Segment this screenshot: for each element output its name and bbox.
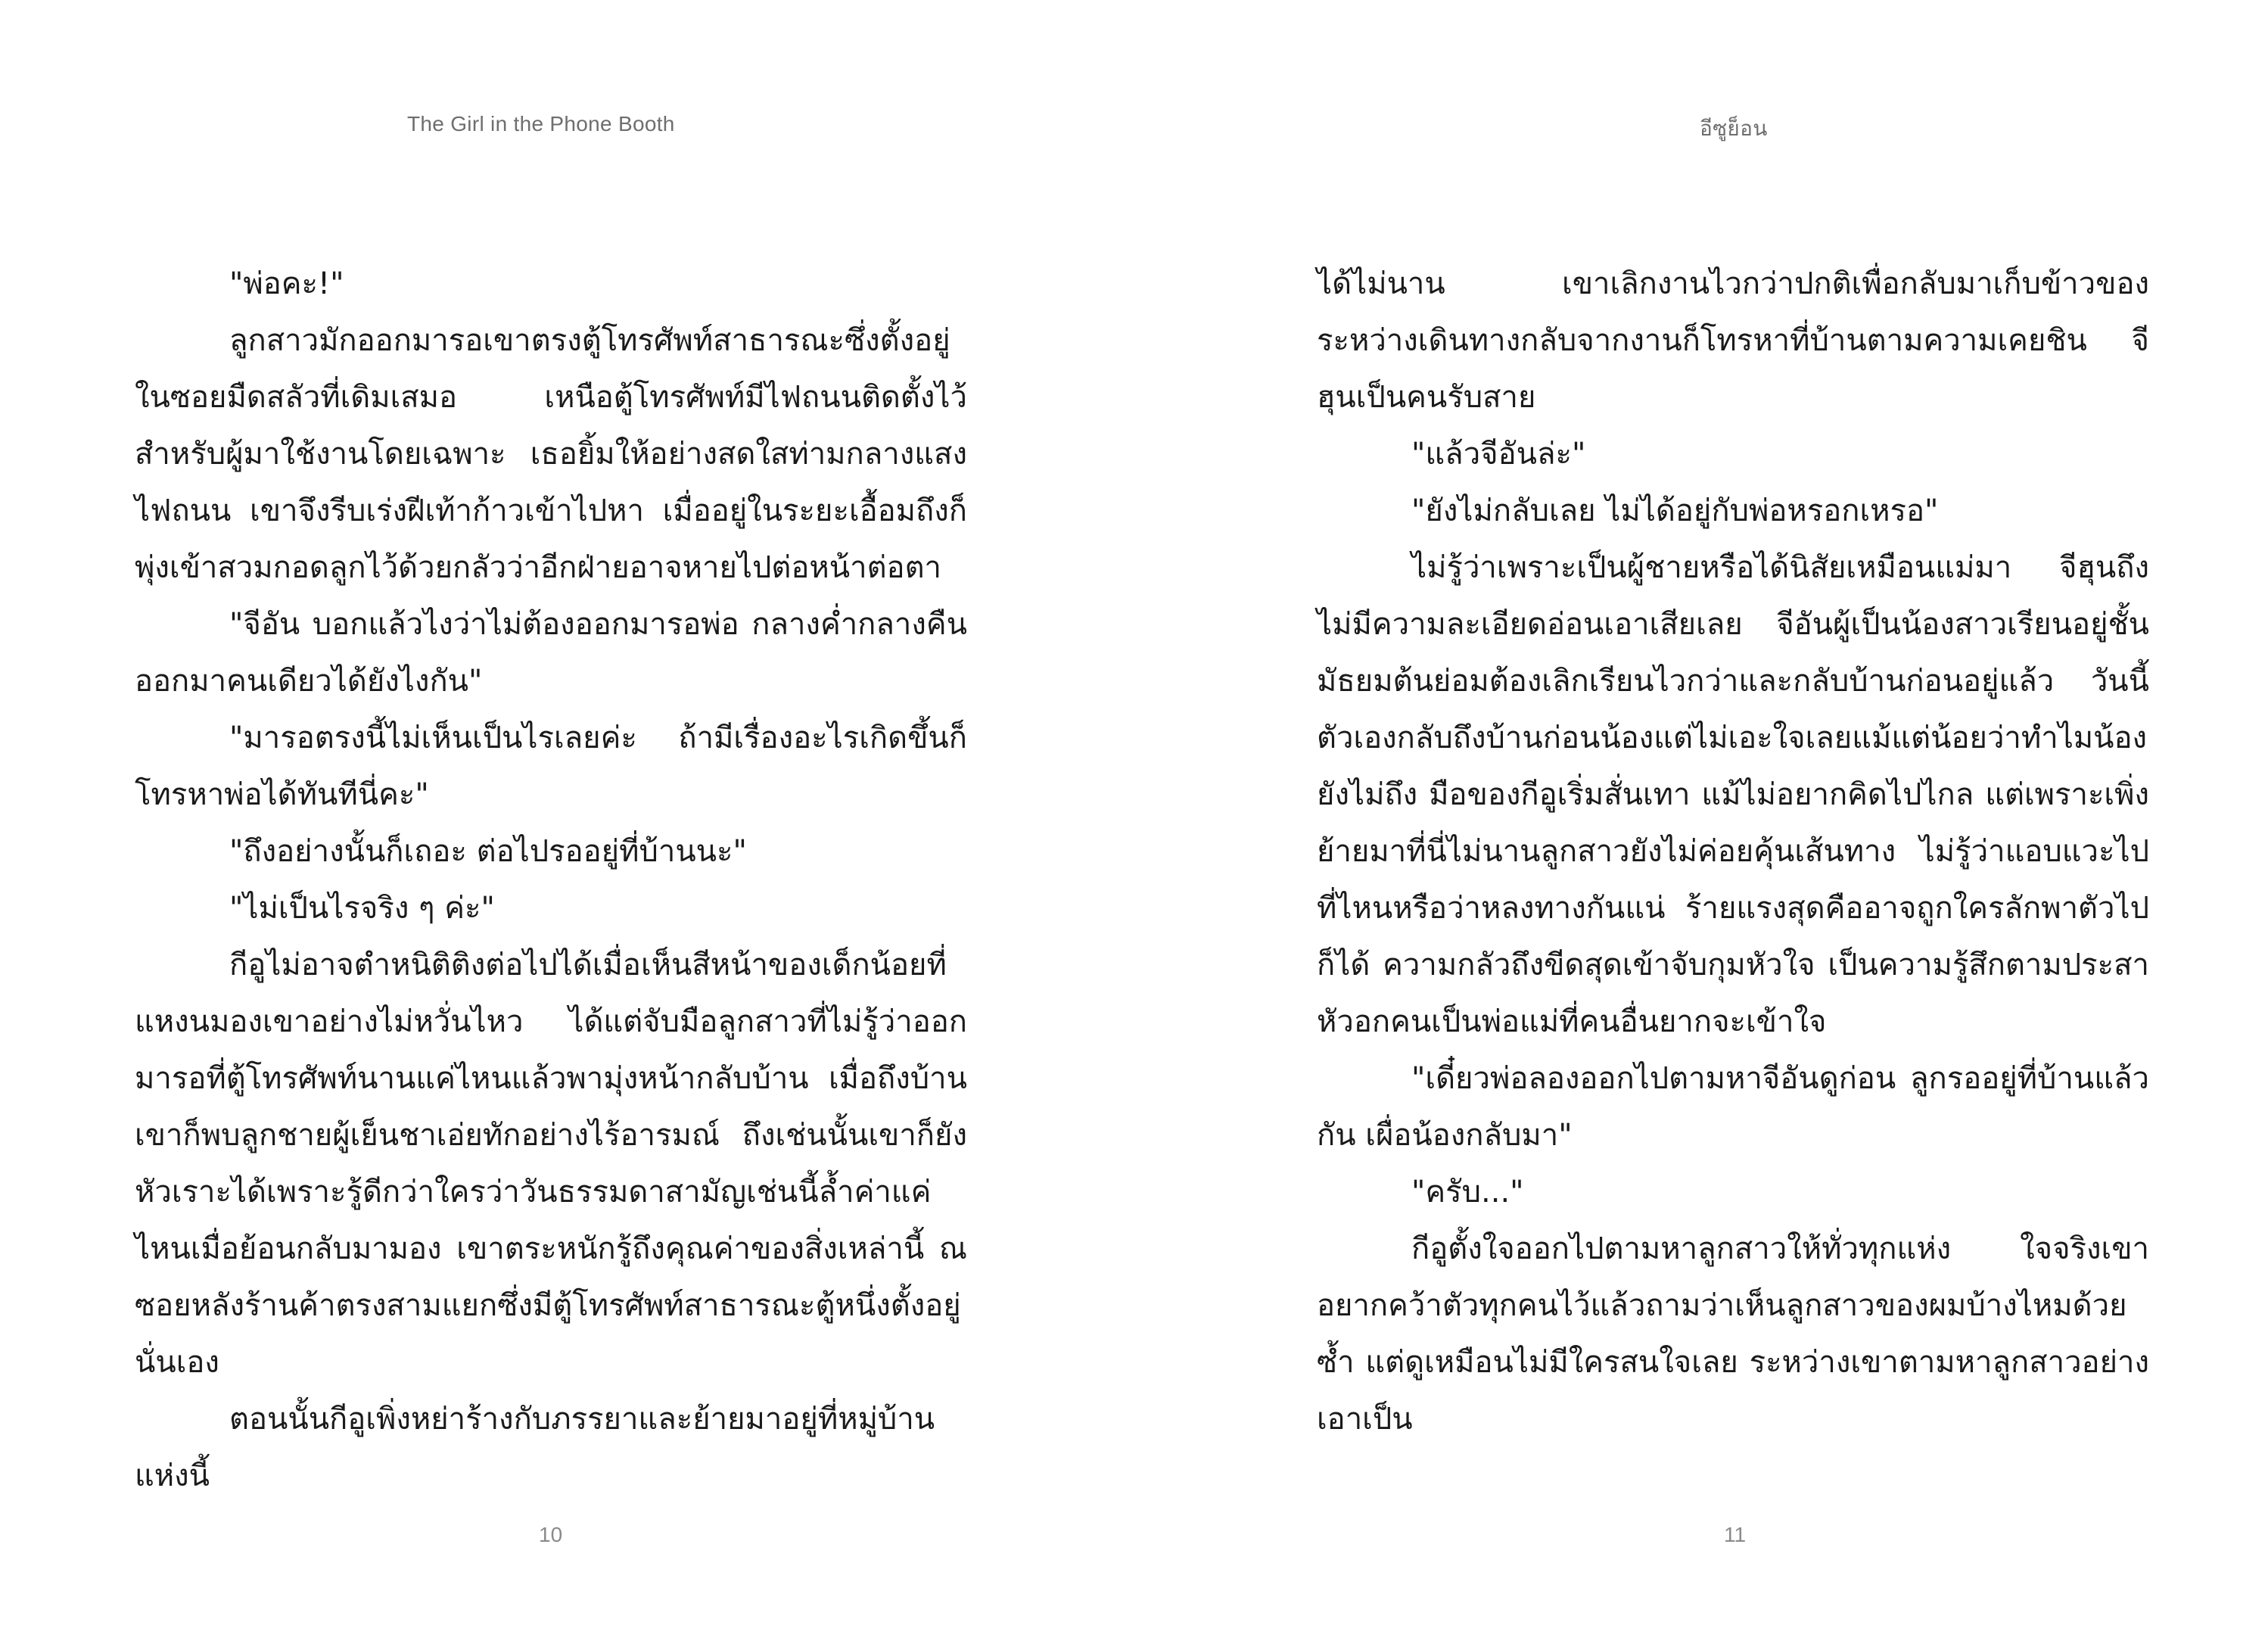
paragraph: ลูกสาวมักออกมารอเขาตรงตู้โทรศัพท์สาธารณะซึ่งตั้งอยู่ในซอยมืดสลัวที่เดิมเสมอ เหนือตู้โทรศัพท์มีไฟถนนติดตั้งไว้สำหรับผู้มาใช้งานโดยเฉพาะ เธอยิ้มให้อย่างสดใสท่ามกลางแสงไฟถนน เขาจึงรีบเร่งฝีเท้าก้าวเข้าไปหา เมื่ออยู่ในระยะเอื้อมถึงก็พุ่งเข้าสวมกอดลูกไว้ด้วยกลัวว่าอีกฝ่ายอาจหายไปต่อหน้าต่อตา — [135, 323, 967, 585]
paragraph: "มารอตรงนี้ไม่เห็นเป็นไรเลยค่ะ ถ้ามีเรื่องอะไรเกิดขึ้นก็โทรหาพ่อได้ทันทีนี่คะ" — [135, 721, 967, 812]
paragraph: ไม่รู้ว่าเพราะเป็นผู้ชายหรือได้นิสัยเหมือนแม่มา จีฮุนถึงไม่มีความละเอียดอ่อนเอาเสียเลย จีอันผู้เป็นน้องสาวเรียนอยู่ชั้นมัธยมต้นย่อมต้องเลิกเรียนไวกว่าและกลับบ้านก่อนอยู่แล้ว วันนี้ตัวเองกลับถึงบ้านก่อนน้องแต่ไม่เอะใจเลยแม้แต่น้อยว่าทำไมน้องยังไม่ถึง มือของกีอูเริ่มสั่นเทา แม้ไม่อยากคิดไปไกล แต่เพราะเพิ่งย้ายมาที่นี่ไม่นานลูกสาวยังไม่ค่อยคุ้นเส้นทาง ไม่รู้ว่าแอบแวะไปที่ไหนหรือว่าหลงทางกันแน่ ร้ายแรงสุดคืออาจถูกใครลักพาตัวไปก็ได้ ความกลัวถึงขีดสุดเข้าจับกุมหัวใจ เป็นความรู้สึกตามประสาหัวอกคนเป็นพ่อแม่ที่คนอื่นยากจะเข้าใจ — [1317, 550, 2149, 1039]
page-number: 10 — [539, 1523, 563, 1546]
page-number: 11 — [1724, 1523, 1747, 1546]
paragraph: "ถึงอย่างนั้นก็เถอะ ต่อไปรออยู่ที่บ้านนะ" — [229, 834, 747, 869]
paragraph: "ยังไม่กลับเลย ไม่ได้อยู่กับพ่อหรอกเหรอ" — [1411, 493, 1939, 528]
paragraph: "ไม่เป็นไรจริง ๆ ค่ะ" — [229, 891, 495, 926]
paragraph: "ครับ..." — [1411, 1175, 1524, 1209]
paragraph: กีอูตั้งใจออกไปตามหาลูกสาวให้ทั่วทุกแห่ง ใจจริงเขาอยากคว้าตัวทุกคนไว้แล้วถามว่าเห็นลูกสาวของผมบ้างไหมด้วยซ้ำ แต่ดูเหมือนไม่มีใครสนใจเลย ระหว่างเขาตามหาลูกสาวอย่างเอาเป็น — [1317, 1231, 2149, 1437]
running-head-author: อีซูย็อน — [1700, 117, 1768, 140]
paragraph: กีอูไม่อาจตำหนิติติงต่อไปได้เมื่อเห็นสีหน้าของเด็กน้อยที่แหงนมองเขาอย่างไม่หวั่นไหว ได้แต่จับมือลูกสาวที่ไม่รู้ว่าออกมารอที่ตู้โทรศัพท์นานแค่ไหนแล้วพามุ่งหน้ากลับบ้าน เมื่อถึงบ้านเขาก็พบลูกชายผู้เย็นชาเอ่ยทักอย่างไร้อารมณ์ ถึงเช่นนั้นเขาก็ยังหัวเราะได้เพราะรู้ดีกว่าใครว่าวันธรรมดาสามัญเช่นนี้ล้ำค่าแค่ไหนเมื่อย้อนกลับมามอง เขาตระหนักรู้ถึงคุณค่าของสิ่งเหล่านี้ ณ ซอยหลังร้านค้าตรงสามแยกซึ่งมีตู้โทรศัพท์สาธารณะตู้หนึ่งตั้งอยู่นั่นเอง — [135, 948, 967, 1380]
running-head-book-title: The Girl in the Phone Booth — [407, 112, 675, 135]
paragraph: ตอนนั้นกีอูเพิ่งหย่าร้างกับภรรยาและย้ายมาอยู่ที่หมู่บ้านแห่งนี้ — [135, 1402, 935, 1493]
right-page — [1134, 0, 2268, 1650]
paragraph: "แล้วจีอันล่ะ" — [1411, 437, 1586, 472]
right-page-body — [1317, 256, 2149, 1448]
paragraph: "เดี๋ยวพ่อลองออกไปตามหาจีอันดูก่อน ลูกรออยู่ที่บ้านแล้วกัน เผื่อน้องกลับมา" — [1317, 1061, 2149, 1153]
left-page-body — [135, 256, 967, 1505]
paragraph: "จีอัน บอกแล้วไงว่าไม่ต้องออกมารอพ่อ กลางค่ำกลางคืนออกมาคนเดียวได้ยังไงกัน" — [135, 607, 967, 699]
paragraph: "พ่อคะ!" — [229, 266, 344, 301]
paragraph-continued: ได้ไม่นาน เขาเลิกงานไวกว่าปกติเพื่อกลับมาเก็บข้าวของ ระหว่างเดินทางกลับจากงานก็โทรหาที่บ้านตามความเคยชิน จีฮุนเป็นคนรับสาย — [1317, 266, 2149, 415]
